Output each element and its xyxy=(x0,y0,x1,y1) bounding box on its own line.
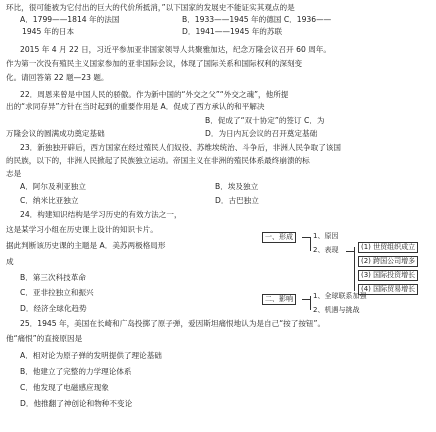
option-a: A．相对论为原子弹的发明提供了理论基础 xyxy=(20,351,162,360)
connector xyxy=(310,237,311,251)
diagram-manifestation: 2、表现 xyxy=(313,246,339,254)
option-d: D．他推翻了神创论和物种不变论 xyxy=(20,399,133,408)
text-line: 他“痛恨”的直接原因是 xyxy=(6,334,83,343)
text-line: 化。请回答第 22 题—23 题。 xyxy=(6,73,109,82)
question-22: 22．周恩来曾是中国人民的骄傲。作为新中国的“外交之父”“外交之魂”，他所提 xyxy=(20,90,289,99)
option-c: C．亚非拉独立和振兴 xyxy=(20,288,94,297)
option-d: D．为日内瓦会议的召开奠定基础 xyxy=(205,129,318,138)
text-line: 1945 年的日本 xyxy=(22,27,75,36)
text-line: 万隆会议的圆满成功奠定基础 xyxy=(6,129,105,138)
option-a: A．阿尔及利亚独立 xyxy=(20,182,86,191)
knowledge-card-diagram xyxy=(258,230,432,318)
diagram-opportunity: 2、机遇与挑战 xyxy=(313,306,360,314)
option-c: C．纳米比亚独立 xyxy=(20,196,79,205)
diagram-item-4: (4) 国际贸易增长 xyxy=(358,284,418,295)
diagram-global-link: 1、全球联系加强 xyxy=(313,292,367,300)
text-line: 环比，很可能被为它付出的巨大的代价所抵消，”以下国家的发展史不能证实其观点的是 xyxy=(6,3,295,12)
option-d: D．古巴独立 xyxy=(215,196,259,205)
option-b: B．埃及独立 xyxy=(215,182,259,191)
text-line: 作为第一次没有殖民主义国家参加的亚非国际会议，体现了国际关系和国际权利的深刻变 xyxy=(6,59,303,68)
option-b: B．第三次科技革命 xyxy=(20,273,86,282)
option-b-c: B．1933——1945 年的德国 C．1936—— xyxy=(182,15,332,24)
diagram-cause: 1、原因 xyxy=(313,232,339,240)
connector xyxy=(354,247,355,291)
connector xyxy=(310,296,311,310)
connector xyxy=(346,251,354,252)
diagram-impact: 二、影响 xyxy=(262,294,296,305)
diagram-item-3: (3) 国际投资增长 xyxy=(358,270,418,281)
text-line: 这是某学习小组在历史课上设计的知识卡片。 xyxy=(6,225,158,234)
diagram-item-1: (1) 世贸组织成立 xyxy=(358,242,418,253)
text-line: 据此判断该历史课的主题是 A．美苏两极格局形 xyxy=(6,241,166,250)
option-b: B．他建立了完整的力学理论体系 xyxy=(20,367,132,376)
option-c: C．他发现了电磁感应现象 xyxy=(20,383,109,392)
text-line: 出的“求同存异”方针在当时起到的重要作用是 A．促成了西方承认的和平解决 xyxy=(6,102,265,111)
connector xyxy=(302,299,310,300)
diagram-formation: 一、形成 xyxy=(262,232,296,243)
option-d: D．1941——1945 年的苏联 xyxy=(182,27,283,36)
text-line: 志是 xyxy=(6,169,22,178)
connector xyxy=(302,237,310,238)
question-25: 25．1945 年，美国在长崎和广岛投掷了原子弹，爱因斯坦痛恨地认为是自己“按了按钮”。 xyxy=(20,319,326,328)
text-line: 2015 年 4 月 22 日，习近平参加亚非国家领导人共聚雅加达，纪念万隆会议召开 60 周年。 xyxy=(20,45,331,54)
option-d: D．经济全球化趋势 xyxy=(20,304,87,313)
option-b-c: B．促成了“双十协定”的签订 C．为 xyxy=(205,116,325,125)
text-line: 成 xyxy=(6,257,14,266)
diagram-item-2: (2) 跨国公司增多 xyxy=(358,256,418,267)
option-a: A．1799——1814 年的法国 xyxy=(20,15,120,24)
question-23: 23．新独独开辟后，西方国家在经过殖民人们奴役、苏维埃统治、斗争后，非洲人民争取了该国 xyxy=(20,143,342,152)
text-line: 的民族，以下的，非洲人民掀起了民族独立运动。帝国主义在非洲的殖民体系最终崩溃的标 xyxy=(6,156,310,165)
question-24: 24．构建知识结构是学习历史的有效方法之一， xyxy=(20,210,182,219)
